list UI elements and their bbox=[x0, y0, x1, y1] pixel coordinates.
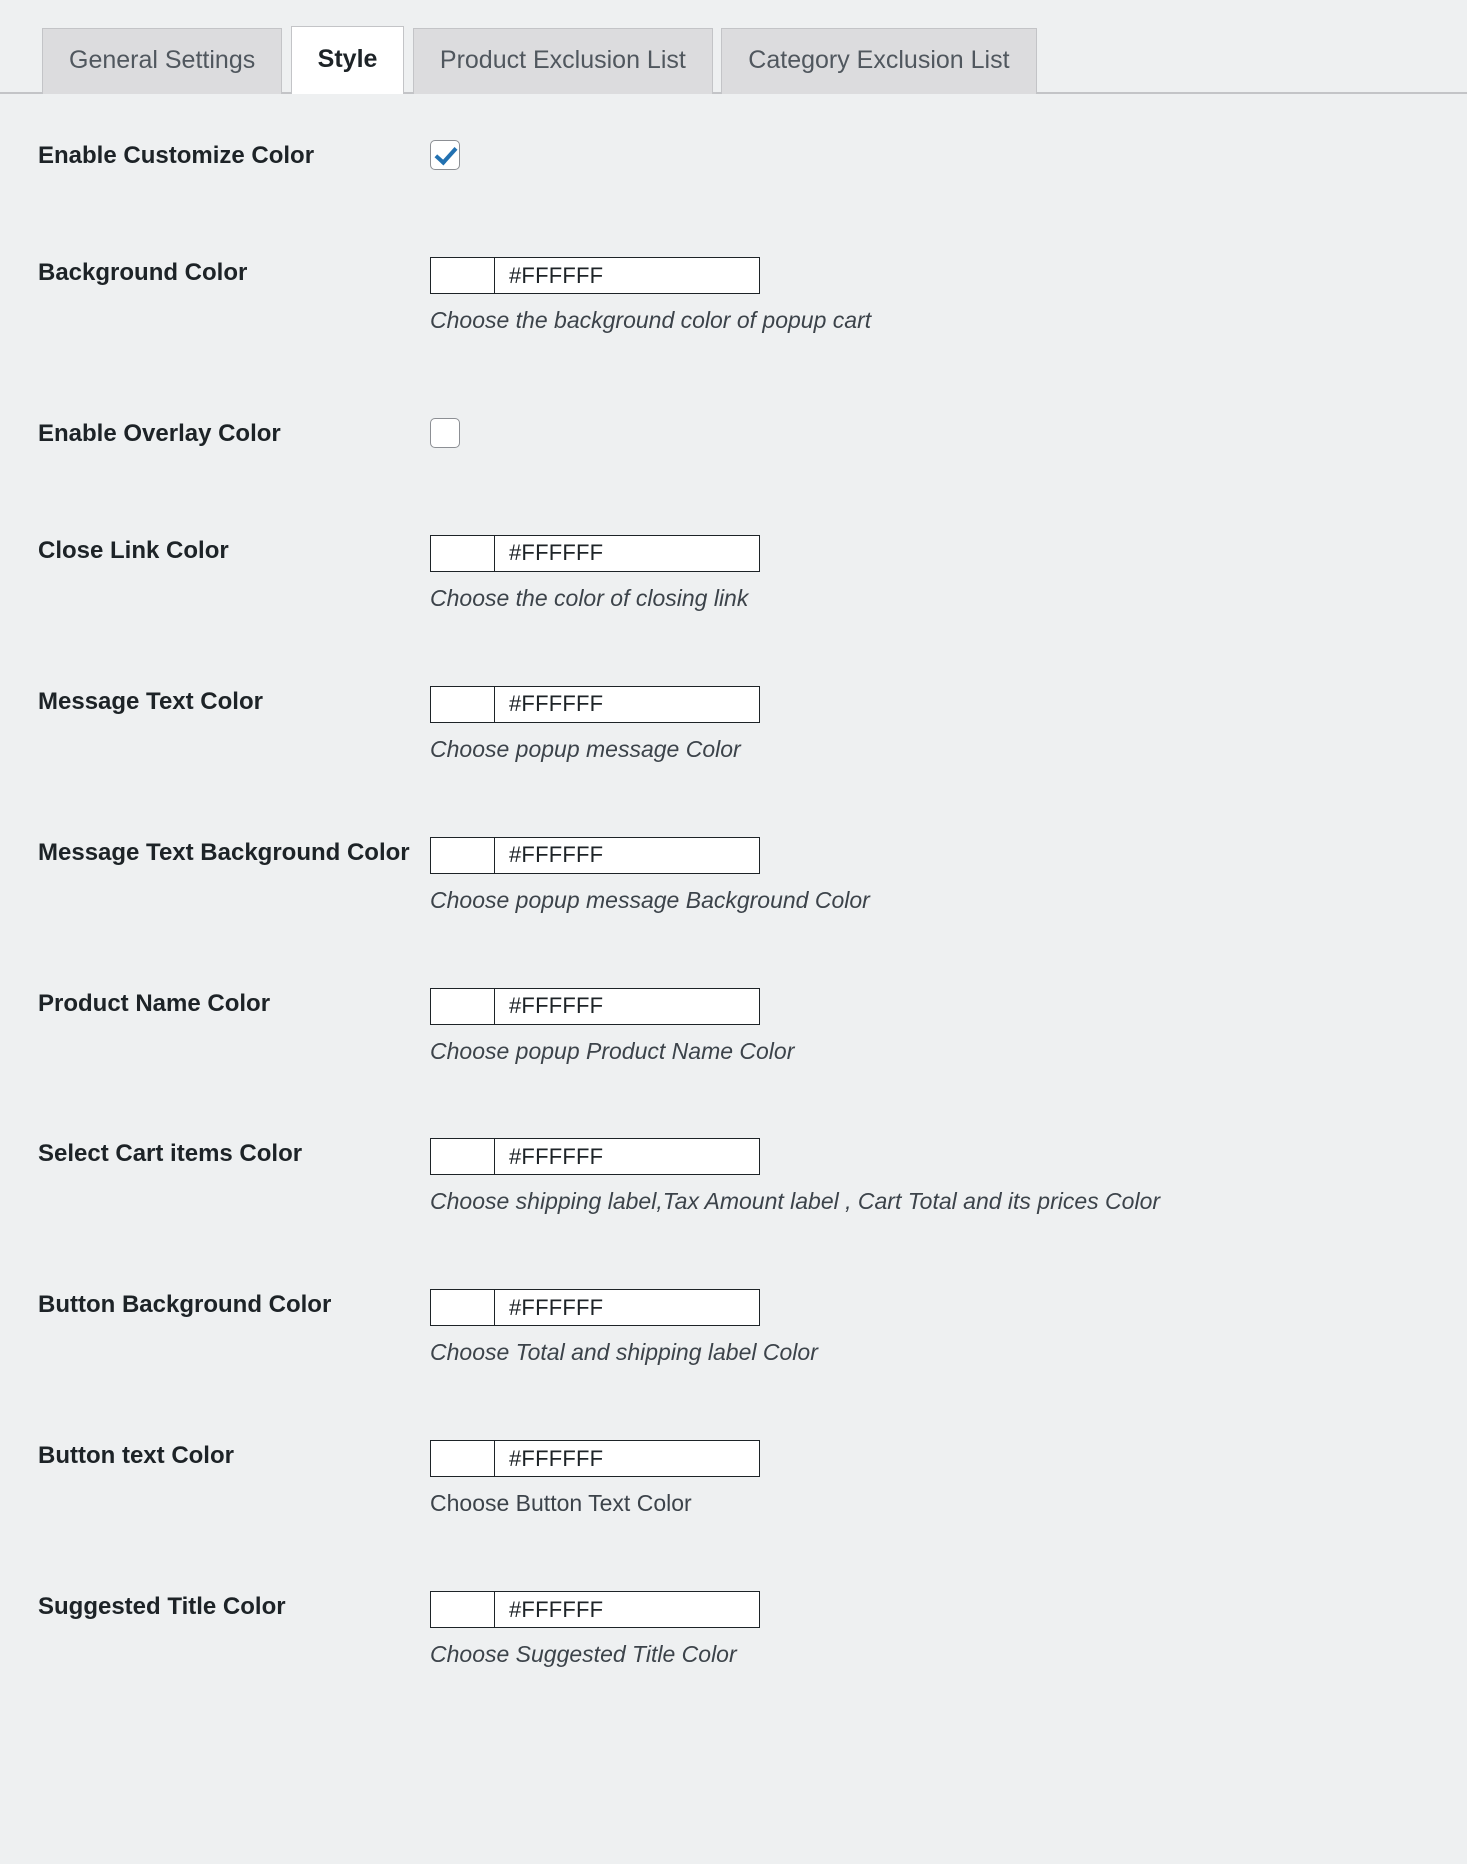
suggested-title-color-field[interactable] bbox=[430, 1591, 760, 1628]
close-link-color-value[interactable]: #FFFFFF bbox=[509, 540, 604, 566]
setting-label-background-color: Background Color bbox=[38, 259, 248, 286]
tab-product-exclusion-list[interactable]: Product Exclusion List bbox=[413, 28, 713, 94]
style-settings-table bbox=[0, 104, 1467, 1706]
setting-row-enable-customize-color bbox=[0, 104, 1467, 211]
setting-label-message-text-color: Message Text Color bbox=[38, 687, 263, 715]
setting-row-enable-overlay-color bbox=[0, 372, 1467, 489]
product-name-color-swatch[interactable] bbox=[431, 989, 495, 1024]
setting-label-select-cart-items-color: Select Cart items Color bbox=[38, 1140, 303, 1168]
select-cart-items-color-value[interactable]: #FFFFFF bbox=[509, 1143, 604, 1169]
setting-label-button-background-color: Button Background Color bbox=[38, 1291, 332, 1319]
select-cart-items-color-field[interactable] bbox=[430, 1138, 760, 1175]
setting-label-close-link-color: Close Link Color bbox=[38, 536, 229, 564]
suggested-title-color-swatch[interactable] bbox=[431, 1592, 495, 1627]
close-link-color-description: Choose the color of closing link bbox=[430, 584, 749, 611]
message-text-background-color-value[interactable]: #FFFFFF bbox=[509, 842, 604, 868]
settings-tab-bar bbox=[0, 26, 1467, 94]
setting-label-suggested-title-color: Suggested Title Color bbox=[38, 1593, 286, 1621]
message-text-color-swatch[interactable] bbox=[431, 687, 495, 722]
background-color-description: Choose the background color of popup cart bbox=[430, 307, 872, 333]
product-name-color-field[interactable] bbox=[430, 988, 760, 1025]
setting-row-background-color bbox=[0, 211, 1467, 372]
background-color-swatch[interactable] bbox=[431, 258, 495, 293]
button-text-color-description: Choose Button Text Color bbox=[430, 1490, 692, 1517]
close-link-color-field[interactable] bbox=[430, 535, 760, 572]
setting-row-button-background-color bbox=[0, 1253, 1467, 1404]
message-text-color-description: Choose popup message Color bbox=[430, 735, 741, 762]
setting-label-message-text-background-color: Message Text Background Color bbox=[38, 838, 410, 866]
message-text-color-value[interactable]: #FFFFFF bbox=[509, 691, 604, 717]
tab-style[interactable]: Style bbox=[291, 26, 405, 94]
background-color-field[interactable] bbox=[430, 257, 760, 294]
setting-row-message-text-color bbox=[0, 650, 1467, 801]
close-link-color-swatch[interactable] bbox=[431, 536, 495, 571]
setting-label-product-name-color: Product Name Color bbox=[38, 989, 271, 1017]
setting-label-button-text-color: Button text Color bbox=[38, 1442, 234, 1470]
setting-row-select-cart-items-color bbox=[0, 1102, 1467, 1253]
button-background-color-field[interactable] bbox=[430, 1289, 760, 1326]
setting-row-suggested-title-color bbox=[0, 1555, 1467, 1706]
button-text-color-value[interactable]: #FFFFFF bbox=[509, 1445, 604, 1471]
tab-general-settings[interactable]: General Settings bbox=[42, 28, 282, 94]
setting-label-enable-customize-color: Enable Customize Color bbox=[38, 142, 315, 169]
message-text-color-field[interactable] bbox=[430, 686, 760, 723]
select-cart-items-color-swatch[interactable] bbox=[431, 1139, 495, 1174]
setting-label-enable-overlay-color: Enable Overlay Color bbox=[38, 419, 281, 447]
message-text-background-color-description: Choose popup message Background Color bbox=[430, 886, 870, 913]
product-name-color-description: Choose popup Product Name Color bbox=[430, 1037, 795, 1064]
background-color-value[interactable]: #FFFFFF bbox=[509, 262, 604, 288]
suggested-title-color-description: Choose Suggested Title Color bbox=[430, 1641, 737, 1668]
button-background-color-swatch[interactable] bbox=[431, 1290, 495, 1325]
button-background-color-description: Choose Total and shipping label Color bbox=[430, 1339, 818, 1366]
message-text-background-color-field[interactable] bbox=[430, 837, 760, 874]
button-background-color-value[interactable]: #FFFFFF bbox=[509, 1294, 604, 1320]
setting-row-product-name-color bbox=[0, 952, 1467, 1103]
enable-overlay-color-checkbox[interactable] bbox=[430, 418, 460, 448]
suggested-title-color-value[interactable]: #FFFFFF bbox=[509, 1596, 604, 1622]
setting-row-message-text-background-color bbox=[0, 801, 1467, 952]
message-text-background-color-swatch[interactable] bbox=[431, 838, 495, 873]
select-cart-items-color-description: Choose shipping label,Tax Amount label , Cart Total and its prices Color bbox=[430, 1188, 1161, 1215]
enable-customize-color-checkbox[interactable] bbox=[430, 140, 460, 170]
button-text-color-field[interactable] bbox=[430, 1440, 760, 1477]
product-name-color-value[interactable]: #FFFFFF bbox=[509, 993, 604, 1019]
setting-row-close-link-color bbox=[0, 489, 1467, 650]
button-text-color-swatch[interactable] bbox=[431, 1441, 495, 1476]
tab-category-exclusion-list[interactable]: Category Exclusion List bbox=[721, 28, 1036, 94]
setting-row-button-text-color bbox=[0, 1404, 1467, 1555]
